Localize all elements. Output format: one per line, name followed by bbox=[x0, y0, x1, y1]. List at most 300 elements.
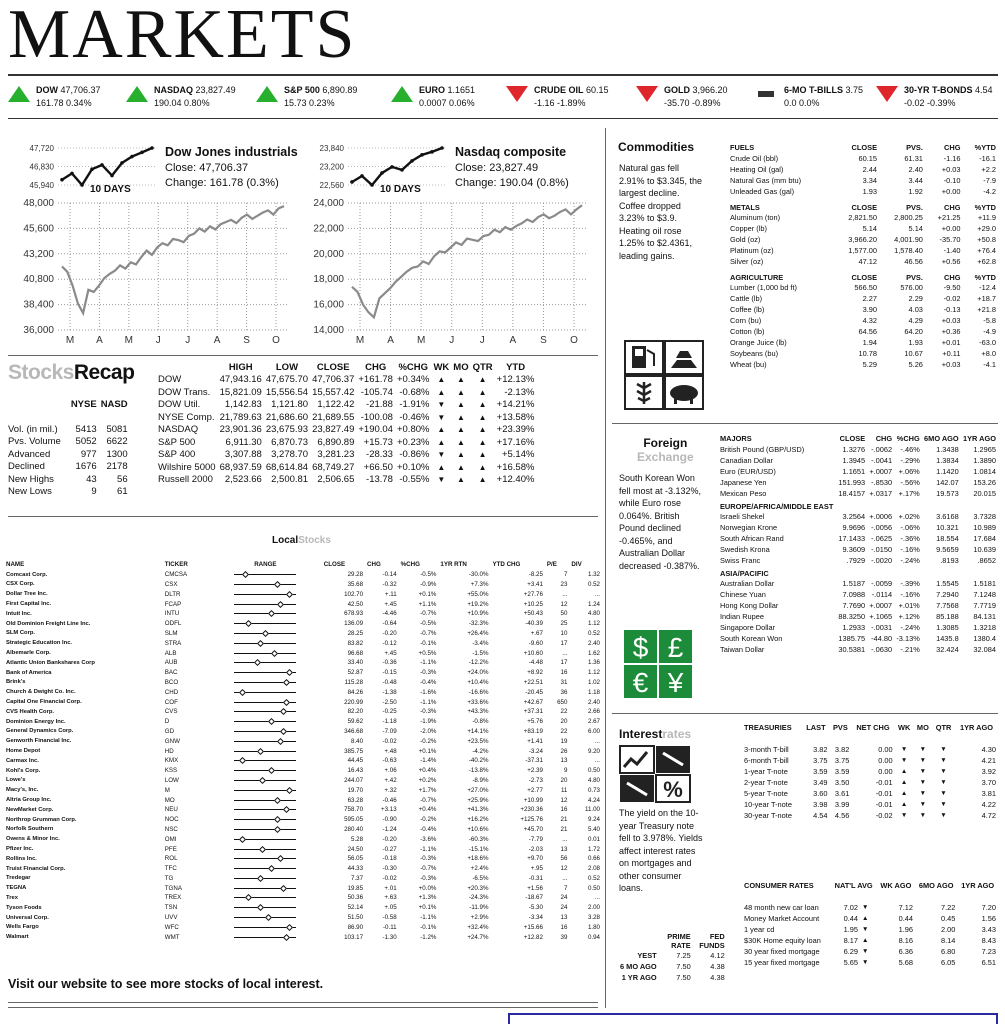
table-cell: CLOSE bbox=[851, 273, 878, 282]
table-row bbox=[718, 455, 998, 466]
table-cell: UVV bbox=[164, 914, 178, 922]
table-cell: .8193 bbox=[940, 556, 959, 565]
table-cell: QTR bbox=[472, 361, 493, 373]
range-marker bbox=[239, 757, 246, 764]
table-row bbox=[728, 359, 998, 370]
range-marker bbox=[274, 826, 281, 833]
table-cell: 2.08 bbox=[587, 865, 600, 873]
table-cell: +.0317 bbox=[869, 489, 893, 498]
table-row bbox=[718, 466, 998, 477]
table-cell: 7.7568 bbox=[936, 601, 959, 610]
table-cell: +12.82 bbox=[523, 933, 543, 941]
table-cell: 9.24 bbox=[587, 816, 600, 824]
table-cell: 8.14 bbox=[940, 936, 956, 945]
table-cell: +.11 bbox=[384, 590, 397, 598]
table-cell: ▼ bbox=[919, 746, 927, 753]
range-marker bbox=[268, 767, 275, 774]
table-cell: YTD bbox=[506, 361, 526, 373]
table-cell: 1.1651 bbox=[842, 467, 866, 476]
table-cell: +50.8 bbox=[977, 235, 996, 244]
table-cell: NAT'L AVG bbox=[834, 880, 873, 890]
range-bar bbox=[234, 847, 296, 852]
table-cell: +8.92 bbox=[527, 669, 543, 677]
table-cell: SLM Corp. bbox=[6, 630, 35, 637]
table-row bbox=[742, 810, 998, 821]
table-cell: -4.46 bbox=[382, 610, 397, 618]
table-cell: -63.0 bbox=[979, 338, 996, 347]
table-cell: 3.70 bbox=[981, 778, 996, 787]
column-header: DIV bbox=[571, 561, 582, 569]
table-cell: 346.68 bbox=[344, 727, 364, 735]
table-cell: 5.68 bbox=[898, 958, 914, 967]
table-cell: Altria Group Inc. bbox=[6, 797, 52, 804]
table-cell: 220.99 bbox=[344, 698, 364, 706]
table-cell: ▼ bbox=[940, 812, 947, 819]
table-cell: 4.38 bbox=[710, 962, 725, 971]
table-cell: ▼ bbox=[862, 959, 869, 966]
table-row bbox=[618, 950, 727, 961]
table-cell: Heating Oil (gal) bbox=[730, 165, 784, 174]
table-cell: +.02% bbox=[898, 512, 920, 521]
table-row bbox=[728, 164, 998, 175]
table-cell: +5.14% bbox=[501, 449, 535, 461]
table-cell: 12 bbox=[560, 865, 568, 873]
table-cell: 24.50 bbox=[347, 845, 364, 853]
table-cell: +.06% bbox=[898, 467, 920, 476]
table-cell: -0.46% bbox=[399, 411, 430, 423]
table-cell: 25 bbox=[560, 620, 568, 628]
table-cell: +.32 bbox=[384, 786, 397, 794]
table-cell: 1.5187 bbox=[842, 579, 866, 588]
table-cell: -0.25 bbox=[382, 708, 397, 716]
table-cell: STRA bbox=[164, 639, 182, 647]
table-cell: Canadian Dollar bbox=[720, 456, 773, 465]
table-cell: -0.48 bbox=[382, 678, 397, 686]
table-cell: 4.72 bbox=[981, 811, 996, 820]
table-cell: LOW bbox=[275, 361, 299, 373]
table-row bbox=[718, 600, 998, 611]
table-cell: Hong Kong Dollar bbox=[720, 601, 779, 610]
range-cell bbox=[209, 844, 322, 854]
table-cell: -0.31 bbox=[528, 874, 543, 882]
interest-title-b: rates bbox=[662, 727, 692, 741]
range-bar bbox=[234, 709, 296, 714]
x-tick-label: J bbox=[185, 335, 191, 346]
range-cell bbox=[209, 746, 322, 756]
market-ticker bbox=[8, 84, 998, 112]
table-cell: +1.3% bbox=[418, 894, 437, 902]
table-cell: 6,890.89 bbox=[317, 436, 355, 448]
range-cell bbox=[209, 668, 322, 678]
table-cell: 1.3085 bbox=[936, 623, 959, 632]
table-cell: -0.10 bbox=[943, 176, 961, 185]
dash-icon bbox=[758, 91, 774, 97]
table-cell: Northrop Grumman Corp. bbox=[6, 816, 77, 823]
table-cell: 23,901.36 bbox=[219, 424, 262, 436]
table-cell: -.24% bbox=[900, 623, 920, 632]
y-tick-label: 36,000 bbox=[23, 325, 54, 336]
table-cell: +42.67 bbox=[523, 698, 543, 706]
range-cell bbox=[209, 864, 322, 874]
table-cell: 48 month new car loan bbox=[744, 903, 819, 912]
table-cell: NASDAQ bbox=[158, 424, 199, 436]
table-cell: 26 bbox=[560, 747, 568, 755]
table-cell: -0.7% bbox=[420, 865, 437, 873]
euro-icon: € bbox=[632, 667, 649, 698]
arrow-up-icon bbox=[126, 86, 148, 102]
table-cell: -0.7% bbox=[420, 610, 437, 618]
table-cell: 1.0814 bbox=[973, 467, 996, 476]
range-bar bbox=[234, 602, 296, 607]
table-cell: 0.52 bbox=[587, 874, 600, 882]
table-row bbox=[718, 533, 998, 544]
table-cell: NEU bbox=[164, 806, 178, 814]
table-cell: +2.77 bbox=[527, 786, 543, 794]
table-row bbox=[728, 315, 998, 326]
table-cell: +3.13 bbox=[380, 806, 397, 814]
table-cell: 1,122.42 bbox=[317, 399, 355, 411]
table-cell: 1.32 bbox=[587, 571, 600, 579]
table-cell: +43.3% bbox=[467, 708, 489, 716]
table-cell: 1.1420 bbox=[936, 467, 959, 476]
range-cell bbox=[209, 932, 322, 942]
table-row bbox=[4, 913, 602, 923]
table-cell: +.1065 bbox=[869, 612, 893, 621]
table-cell: 35.68 bbox=[347, 580, 364, 588]
ticker-percent: -0.39% bbox=[927, 98, 956, 108]
table-row bbox=[6, 486, 130, 499]
table-cell: -8.25 bbox=[528, 571, 543, 579]
range-cell bbox=[209, 903, 322, 913]
y-tick-label: 16,000 bbox=[313, 299, 344, 311]
column-header: CLOSE bbox=[323, 561, 346, 569]
table-cell: PVS. bbox=[906, 273, 923, 282]
table-cell: +0.03 bbox=[941, 165, 961, 174]
table-row bbox=[4, 874, 602, 884]
table-cell: 6.00 bbox=[587, 727, 600, 735]
table-cell: -0.58 bbox=[382, 914, 397, 922]
table-cell: 280.40 bbox=[344, 825, 364, 833]
table-cell: +0.56 bbox=[941, 257, 961, 266]
table-cell: 0.00 bbox=[878, 745, 893, 754]
range-cell bbox=[209, 619, 322, 629]
table-cell: -0.2% bbox=[420, 816, 437, 824]
table-cell: -1.1% bbox=[420, 659, 437, 667]
table-cell: TFC bbox=[164, 865, 177, 873]
table-cell: WMT bbox=[164, 933, 180, 941]
range-cell bbox=[209, 805, 322, 815]
table-cell: +0.0% bbox=[418, 884, 437, 892]
foreign-title-a: Foreign bbox=[643, 436, 688, 450]
table-cell: %YTD bbox=[974, 273, 996, 282]
table-cell: 3.34 bbox=[862, 176, 878, 185]
table-cell: Home Depot bbox=[6, 748, 41, 755]
table-cell: CSX Corp. bbox=[6, 581, 35, 588]
table-cell: YEST bbox=[637, 951, 657, 960]
table-cell: CLOSE bbox=[316, 361, 350, 373]
table-cell: 3.60 bbox=[813, 789, 828, 798]
ticker-value: 3.75 bbox=[845, 85, 864, 95]
table-cell: 23,675.93 bbox=[265, 424, 309, 436]
table-cell: NET CHG bbox=[856, 722, 890, 732]
column-header: 1YR RTN bbox=[440, 561, 467, 569]
table-cell: Gold (oz) bbox=[730, 235, 761, 244]
table-cell: Brink's bbox=[6, 679, 26, 686]
table-cell: -0.3% bbox=[420, 874, 437, 882]
table-cell: Crude Oil (bbl) bbox=[730, 154, 779, 163]
table-cell: 9.9696 bbox=[842, 523, 866, 532]
table-cell: -0.12 bbox=[382, 639, 397, 647]
local-stocks-table bbox=[4, 560, 602, 942]
table-cell: Wheat (bu) bbox=[730, 360, 767, 369]
table-cell: 32.084 bbox=[973, 645, 996, 654]
table-cell: -.8530 bbox=[871, 478, 893, 487]
table-cell: 4.80 bbox=[587, 776, 600, 784]
table-row bbox=[4, 668, 602, 678]
ten-days-label: 10 DAYS bbox=[90, 184, 131, 195]
table-cell: HIGH bbox=[228, 361, 253, 373]
column-header: P/E bbox=[546, 561, 557, 569]
table-cell: ▼ bbox=[900, 746, 908, 753]
table-cell: 56 bbox=[117, 473, 128, 485]
table-cell: 21 bbox=[560, 825, 568, 833]
table-cell: 136.09 bbox=[344, 620, 364, 628]
table-cell: -24.3% bbox=[468, 894, 489, 902]
range-bar bbox=[234, 827, 296, 832]
table-cell: 7.20 bbox=[981, 903, 996, 912]
table-cell: -0.4% bbox=[420, 825, 437, 833]
range-cell bbox=[209, 883, 322, 893]
table-row bbox=[728, 348, 998, 359]
table-row bbox=[718, 477, 998, 488]
table-cell: ... bbox=[594, 737, 600, 745]
table-row bbox=[4, 648, 602, 658]
table-row bbox=[718, 522, 998, 533]
table-cell: 7.50 bbox=[676, 973, 691, 982]
table-cell: 2.44 bbox=[862, 165, 878, 174]
table-cell: 0.44 bbox=[898, 914, 914, 923]
table-cell: +190.04 bbox=[358, 424, 393, 436]
table-cell: -.39% bbox=[900, 579, 920, 588]
table-cell: Natural Gas (mm btu) bbox=[730, 176, 802, 185]
range-marker bbox=[268, 865, 275, 872]
table-cell: -105.74 bbox=[360, 386, 393, 398]
consumer-rates-table bbox=[742, 880, 998, 968]
ticker-value: 4.54 bbox=[975, 85, 993, 95]
range-cell bbox=[209, 834, 322, 844]
table-cell: ▲ bbox=[456, 375, 465, 385]
nasdaq-chart bbox=[298, 138, 596, 358]
table-cell: -.0114 bbox=[871, 590, 893, 599]
inset-tick-label: 23,200 bbox=[319, 162, 344, 172]
table-row bbox=[6, 461, 130, 474]
table-cell: -21.88 bbox=[366, 399, 393, 411]
range-marker bbox=[283, 806, 290, 813]
table-row bbox=[618, 972, 727, 983]
range-bar bbox=[234, 915, 296, 920]
prime-rate-table bbox=[618, 932, 727, 983]
table-cell: 30-year T-note bbox=[744, 811, 792, 820]
table-cell: 3.61 bbox=[834, 789, 850, 798]
table-cell: ▲ bbox=[456, 437, 465, 447]
table-cell: 17 bbox=[560, 639, 568, 647]
table-cell: PVS bbox=[832, 722, 848, 732]
interest-title bbox=[619, 727, 691, 741]
table-cell: +2.2 bbox=[981, 165, 996, 174]
top-rule bbox=[8, 74, 998, 76]
table-cell bbox=[894, 566, 922, 578]
table-cell: +0.10% bbox=[396, 461, 430, 473]
inset-tick-label: 23,840 bbox=[319, 144, 344, 153]
table-cell: 4.80 bbox=[587, 610, 600, 618]
recap-title-b: Recap bbox=[73, 361, 135, 384]
range-bar bbox=[234, 905, 296, 910]
table-cell: 15,821.09 bbox=[219, 386, 262, 398]
table-cell: 56.05 bbox=[347, 855, 364, 863]
table-cell: ▲ bbox=[478, 475, 487, 485]
treasuries-table bbox=[742, 722, 998, 821]
table-cell: ▲ bbox=[900, 801, 908, 808]
table-row bbox=[4, 932, 602, 942]
range-cell bbox=[209, 815, 322, 825]
table-cell: ▼ bbox=[919, 790, 927, 797]
table-cell: -.0150 bbox=[871, 545, 893, 554]
table-cell: 13 bbox=[560, 845, 568, 853]
table-cell: +83.19 bbox=[523, 727, 543, 735]
ticker-value: 47,706.37 bbox=[60, 85, 101, 95]
table-cell: +76.4 bbox=[977, 246, 996, 255]
table-row bbox=[4, 658, 602, 668]
table-cell: +45.70 bbox=[523, 825, 543, 833]
table-cell: -4.48 bbox=[528, 659, 543, 667]
table-cell: Lumber (1,000 bd ft) bbox=[730, 283, 797, 292]
table-cell: 13 bbox=[560, 757, 568, 765]
table-cell: 0.44 bbox=[843, 914, 859, 923]
table-cell: 7.37 bbox=[351, 874, 364, 882]
table-cell: 59.62 bbox=[347, 718, 364, 726]
table-row bbox=[4, 903, 602, 913]
table-cell: 18.554 bbox=[936, 534, 959, 543]
table-cell: Wells Fargo bbox=[6, 924, 39, 931]
table-cell: Swedish Krona bbox=[720, 545, 770, 554]
table-cell: 1.3276 bbox=[842, 445, 866, 454]
table-row bbox=[718, 544, 998, 555]
table-cell: +10.6% bbox=[467, 825, 489, 833]
table-cell: 2-year T-note bbox=[744, 778, 788, 787]
table-cell: +0.1% bbox=[418, 747, 437, 755]
x-tick-label: O bbox=[570, 335, 578, 346]
table-cell: -0.27 bbox=[382, 845, 397, 853]
table-cell: Trex bbox=[6, 894, 18, 901]
table-cell: +10.25 bbox=[523, 600, 543, 608]
table-cell: +17.16% bbox=[496, 436, 535, 448]
footer-note: Visit our website to see more stocks of local interest. bbox=[8, 977, 324, 991]
range-bar bbox=[234, 856, 296, 861]
table-cell: 4.30 bbox=[981, 745, 996, 754]
range-cell bbox=[209, 580, 322, 590]
table-cell: 4,001.90 bbox=[894, 235, 923, 244]
range-cell bbox=[209, 717, 322, 727]
ticker-percent: 0.80% bbox=[184, 98, 210, 108]
table-cell: 3-month T-bill bbox=[744, 745, 789, 754]
table-cell: 5-year T-note bbox=[744, 789, 788, 798]
table-cell: 11 bbox=[560, 786, 568, 794]
table-cell: +23.5% bbox=[467, 737, 489, 745]
table-row bbox=[728, 304, 998, 315]
table-row bbox=[4, 776, 602, 786]
table-cell: 16.43 bbox=[347, 767, 364, 775]
chart-change-label: Change: 161.78 (0.3%) bbox=[165, 177, 279, 189]
range-marker bbox=[245, 620, 252, 627]
table-cell: 1 year cd bbox=[744, 925, 775, 934]
range-bar bbox=[234, 690, 296, 695]
table-cell bbox=[867, 566, 894, 578]
table-cell: FUELS bbox=[730, 143, 755, 152]
table-cell: 2.00 bbox=[940, 925, 956, 934]
range-bar bbox=[234, 837, 296, 842]
table-cell: ▲ bbox=[478, 437, 487, 447]
table-cell: NSC bbox=[164, 825, 178, 833]
range-marker bbox=[262, 630, 269, 637]
table-cell: -.56% bbox=[900, 478, 920, 487]
table-cell: ... bbox=[594, 590, 600, 598]
table-cell: +11.9 bbox=[977, 213, 996, 222]
range-bar bbox=[234, 719, 296, 724]
range-bar bbox=[234, 817, 296, 822]
table-cell: -11.9% bbox=[469, 904, 489, 912]
range-cell bbox=[209, 736, 322, 746]
table-cell: 3,307.88 bbox=[224, 449, 262, 461]
table-cell: Unleaded Gas (gal) bbox=[730, 187, 795, 196]
table-cell bbox=[894, 499, 922, 511]
table-cell: 1.94 bbox=[862, 338, 878, 347]
table-cell: DOW Util. bbox=[158, 399, 201, 411]
interest-title-a: Interest bbox=[619, 727, 663, 741]
range-bar bbox=[234, 621, 296, 626]
x-tick-label: M bbox=[65, 335, 75, 346]
table-cell: 16 bbox=[560, 923, 568, 931]
table-cell: 9.5659 bbox=[936, 545, 959, 554]
table-cell: Owens & Minor Inc. bbox=[6, 836, 60, 843]
table-cell: +.05 bbox=[384, 904, 397, 912]
table-cell bbox=[961, 566, 998, 578]
table-cell: -0.7% bbox=[420, 629, 437, 637]
table-cell: -1.1% bbox=[420, 698, 437, 706]
table-cell: 12 bbox=[560, 796, 568, 804]
table-cell: +15.66 bbox=[523, 923, 543, 931]
table-cell: CLOSE bbox=[839, 433, 866, 443]
table-cell: +.0006 bbox=[869, 512, 893, 521]
table-cell: +0.01 bbox=[941, 338, 961, 347]
table-cell: 52.14 bbox=[347, 904, 364, 912]
table-cell: 1.2933 bbox=[842, 623, 866, 632]
range-bar bbox=[234, 866, 296, 871]
table-row bbox=[718, 488, 998, 499]
table-cell: 3,281.23 bbox=[317, 449, 355, 461]
range-cell bbox=[209, 570, 322, 580]
table-cell: KSS bbox=[164, 767, 178, 775]
table-cell: 142.07 bbox=[936, 478, 959, 487]
table-cell: -4.1 bbox=[983, 360, 996, 369]
table-cell: 2,821.50 bbox=[848, 213, 878, 222]
table-cell: 7.0988 bbox=[842, 590, 866, 599]
table-cell: 22 bbox=[560, 708, 568, 716]
table-cell: -.0056 bbox=[871, 523, 893, 532]
table-cell: -1.18 bbox=[382, 718, 397, 726]
table-cell: Soybeans (bu) bbox=[730, 349, 779, 358]
ticker-rule bbox=[8, 118, 998, 119]
table-row bbox=[728, 153, 998, 164]
